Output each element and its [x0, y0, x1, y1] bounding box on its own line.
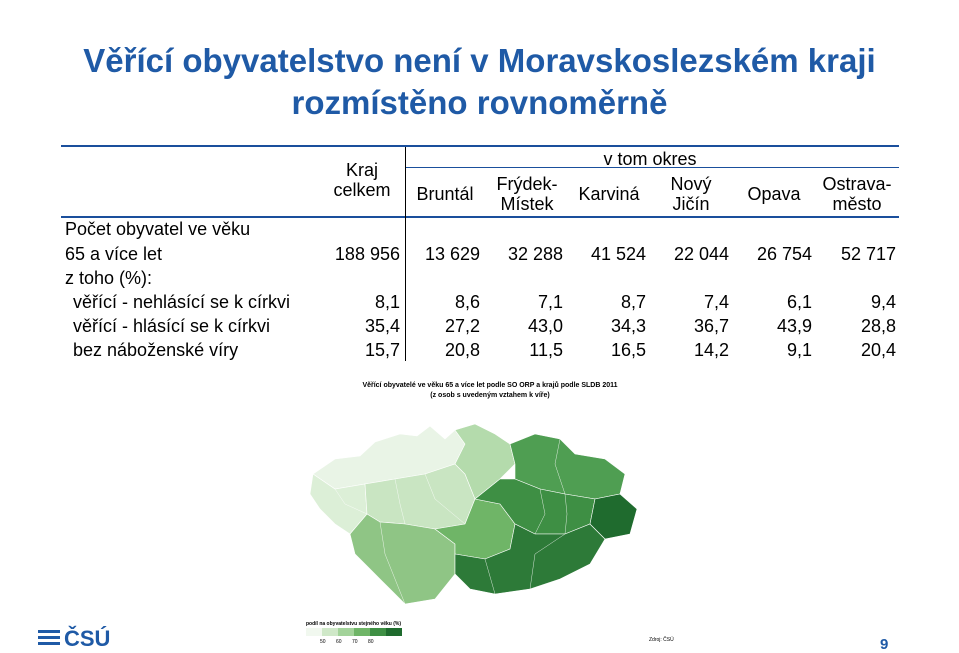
- legend-swatch: [370, 628, 386, 636]
- table-cell: 34,3: [610, 316, 646, 336]
- header-bruntal: Bruntál: [416, 184, 474, 204]
- table-cell: 36,7: [693, 316, 729, 336]
- column-separator: [405, 147, 406, 361]
- header-frydek-mistek: Frýdek- Místek: [496, 174, 558, 214]
- table-cell: 52 717: [840, 244, 896, 264]
- table-cell: 20,4: [860, 340, 896, 360]
- table-cell: 43,9: [776, 316, 812, 336]
- legend-swatch: [322, 628, 338, 636]
- page-number: 9: [880, 636, 889, 653]
- legend-swatch: [306, 628, 322, 636]
- legend-tick: 50: [320, 639, 326, 645]
- table-cell: 14,2: [693, 340, 729, 360]
- legend-swatch: [338, 628, 354, 636]
- slide-title-line2: rozmístěno rovnoměrně: [291, 84, 668, 121]
- header-karvina: Karviná: [578, 184, 640, 204]
- legend-title: podíl na obyvatelstvu stejného věku (%): [306, 621, 402, 627]
- table-cell: 16,5: [610, 340, 646, 360]
- row-label: věřící - hlásící se k církvi: [73, 316, 271, 336]
- legend-tick: 60: [336, 639, 342, 645]
- table-top-rule: [61, 145, 899, 147]
- table-cell: 20,8: [444, 340, 480, 360]
- table-cell: 7,1: [537, 292, 563, 312]
- header-kraj-celkem: Kraj celkem: [333, 160, 391, 200]
- table-cell: 28,8: [860, 316, 896, 336]
- table-cell: 13 629: [424, 244, 480, 264]
- header-opava: Opava: [747, 184, 801, 204]
- header-ostrava-mesto: Ostrava- město: [822, 174, 892, 214]
- table-cell: 8,1: [374, 292, 400, 312]
- table-cell: 27,2: [444, 316, 480, 336]
- table-cell: 8,7: [620, 292, 646, 312]
- header-novy-jicin: Nový Jičín: [670, 174, 712, 214]
- table-cell: 9,1: [786, 340, 812, 360]
- table-cell: 26 754: [756, 244, 812, 264]
- section-label: Počet obyvatel ve věku: [65, 219, 251, 239]
- legend-tick: 70: [352, 639, 358, 645]
- table-cell: 43,0: [527, 316, 563, 336]
- row-label: 65 a více let: [65, 244, 163, 264]
- table-cell: 7,4: [703, 292, 729, 312]
- row-label: bez náboženské víry: [73, 340, 239, 360]
- table-cell: 32 288: [507, 244, 563, 264]
- table-cell: 35,4: [364, 316, 400, 336]
- csu-logo: [38, 624, 128, 650]
- map-title: Věřící obyvatelé ve věku 65 a více let podle SO ORP a krajů podle SLDB 2011 (z osob s uvedeným vztahem k víře): [362, 382, 618, 399]
- table-cell: 9,4: [870, 292, 896, 312]
- slide-title: [0, 40, 959, 124]
- table-cell: 8,6: [454, 292, 480, 312]
- header-v-tom-okres: v tom okres: [603, 149, 697, 169]
- legend-swatch: [386, 628, 402, 636]
- row-label: z toho (%):: [65, 268, 153, 288]
- table-cell: 11,5: [529, 340, 563, 360]
- table-cell: 22 044: [673, 244, 729, 264]
- legend-tick: 80: [368, 639, 374, 645]
- table-cell: 188 956: [334, 244, 400, 264]
- logo-text: ČSÚ: [64, 626, 111, 650]
- map-source: Zdroj: ČSÚ: [649, 637, 674, 643]
- legend-swatch: [354, 628, 370, 636]
- table-cell: 41 524: [590, 244, 646, 264]
- table-cell: 6,1: [786, 292, 812, 312]
- table-header-rule: [61, 216, 899, 218]
- row-label: věřící - nehlásící se k církvi: [73, 292, 291, 312]
- slide-title-line1: Věřící obyvatelstvo není v Moravskoslezském kraji: [83, 42, 876, 79]
- choropleth-map: [305, 404, 645, 614]
- table-cell: 15,7: [364, 340, 400, 360]
